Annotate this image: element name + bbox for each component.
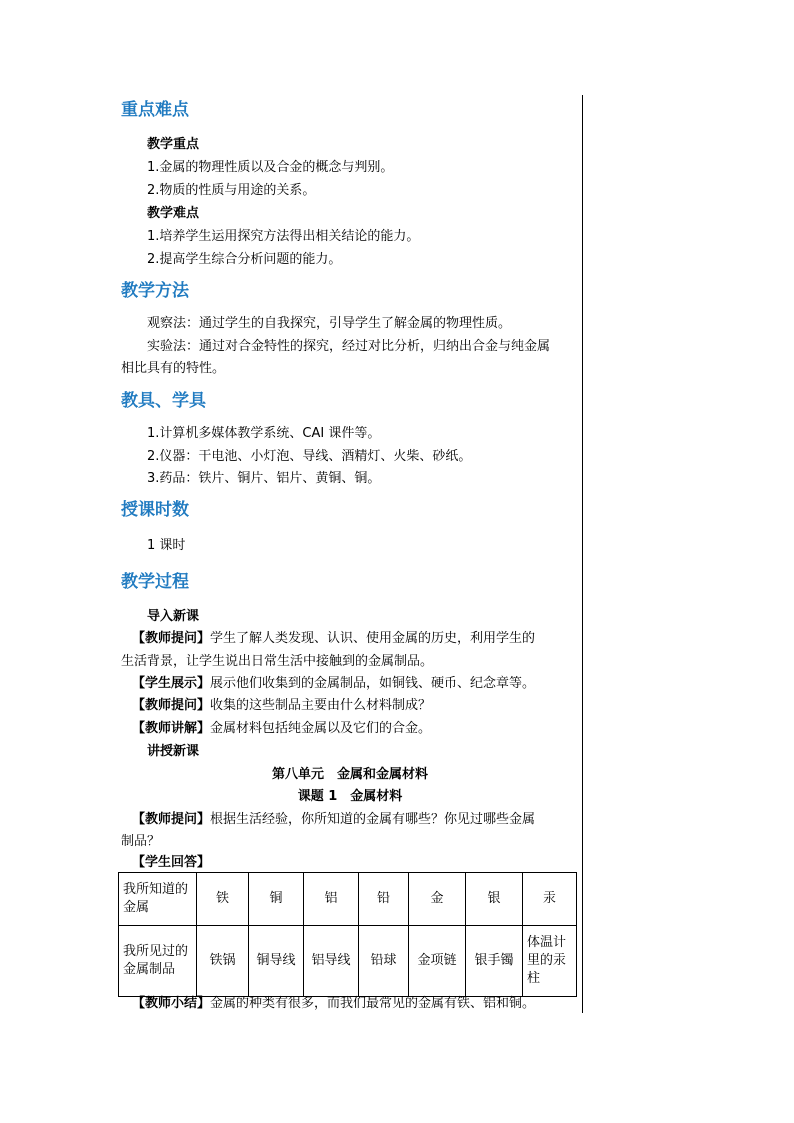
table-cell: 我所知道的金属 [119,873,197,926]
table-cell: 铝 [304,873,359,926]
heading-process: 教学过程 [121,572,189,592]
process-line-4-text: 收集的这些制品主要由什么材料制成？ [210,698,432,713]
heading-tools: 教具、学具 [121,391,206,411]
teaching-difficulty-item-2: 2.提高学生综合分析问题的能力。 [147,252,342,267]
process-line-1 [132,631,535,647]
method-line-1: 观察法：通过学生的自我探究，引导学生了解金属的物理性质。 [147,316,512,331]
table-cell: 铜 [249,873,304,926]
process-line-1-text: 学生了解人类发现、认识、使用金属的历史，利用学生的 [210,631,536,646]
teaching-key-item-2: 2.物质的性质与用途的关系。 [147,183,316,198]
method-line-2: 实验法：通过对合金特性的探究，经过对比分析，归纳出合金与纯金属 [147,339,551,354]
hours-value: 1 课时 [147,538,186,553]
table-cell: 铅 [359,873,409,926]
table-row [119,873,577,926]
metals-table [118,872,577,997]
process-line-1-tag: 【教师提问】 [132,631,211,646]
unit-title: 第八单元 金属和金属材料 [271,767,428,782]
process-line-5-tag: 【教师讲解】 [132,721,211,736]
table-cell: 铝导线 [304,926,359,997]
tools-item-3: 3.药品：铁片、铜片、铝片、黄铜、铜。 [147,471,381,486]
teaching-difficulty-item-1: 1.培养学生运用探究方法得出相关结论的能力。 [147,229,420,244]
student-answer-tag: 【学生回答】 [132,855,211,870]
table-row [119,926,577,997]
teacher-question-tag: 【教师提问】 [132,812,211,827]
process-line-3 [132,676,535,692]
table-cell: 银 [466,873,523,926]
tools-item-2: 2.仪器：干电池、小灯泡、导线、酒精灯、火柴、砂纸。 [147,449,472,464]
process-line-2-text: 生活背景，让学生说出日常生活中接触到的金属制品。 [121,654,434,669]
process-line-3-text: 展示他们收集到的金属制品，如铜钱、硬币、纪念章等。 [210,676,536,691]
table-cell: 银手镯 [466,926,523,997]
intro-title: 导入新课 [147,609,200,624]
heading-hours: 授课时数 [121,500,189,520]
table-cell: 体温计里的汞柱 [523,926,577,997]
process-line-4-tag: 【教师提问】 [132,698,211,713]
teacher-summary-tag: 【教师小结】 [132,996,211,1011]
table-cell: 金项链 [409,926,466,997]
teaching-key-item-1: 1.金属的物理性质以及合金的概念与判别。 [147,160,394,175]
table-cell: 铁锅 [197,926,249,997]
teacher-question-text: 根据生活经验，你所知道的金属有哪些？你见过哪些金属 [210,812,536,827]
teaching-difficulty-title: 教学难点 [147,206,200,221]
process-line-3-tag: 【学生展示】 [132,676,211,691]
lesson-title: 课题 1 金属材料 [297,789,403,804]
new-lesson-title: 讲授新课 [147,744,200,759]
process-line-4 [132,698,431,714]
heading-methods: 教学方法 [121,281,189,301]
teacher-question [132,812,535,828]
table-cell: 汞 [523,873,577,926]
teaching-key-title: 教学重点 [147,137,200,152]
teacher-summary-text: 金属的种类有很多，而我们最常见的金属有铁、铝和铜。 [210,996,536,1011]
table-cell: 铁 [197,873,249,926]
teacher-summary [132,996,535,1012]
table-cell: 金 [409,873,466,926]
right-margin-rule [582,95,583,1013]
heading-key-points: 重点难点 [121,100,189,120]
method-line-3: 相比具有的特性。 [121,361,226,376]
teacher-question-cont: 制品？ [121,834,161,849]
process-line-5 [132,721,431,737]
table-cell: 铜导线 [249,926,304,997]
table-cell: 我所见过的金属制品 [119,926,197,997]
process-line-5-text: 金属材料包括纯金属以及它们的合金。 [210,721,432,736]
process-line-2 [121,654,433,670]
table-cell: 铅球 [359,926,409,997]
tools-item-1: 1.计算机多媒体教学系统、CAI 课件等。 [147,426,381,441]
